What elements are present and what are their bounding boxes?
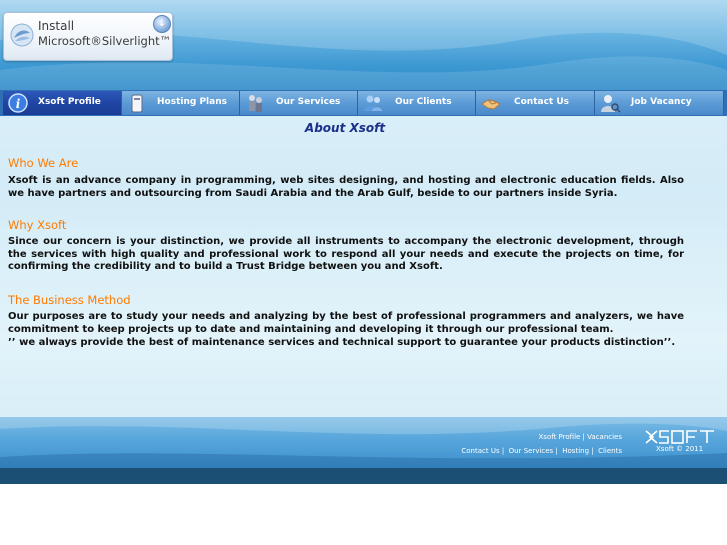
- nav-contact-us[interactable]: [476, 91, 595, 115]
- silverlight-install-label: Install: [38, 19, 75, 33]
- nav-xsoft-profile[interactable]: [3, 91, 122, 115]
- footer-link-hosting[interactable]: Hosting: [562, 447, 590, 455]
- nav-label: Hosting Plans: [157, 97, 227, 107]
- section-body-why-xsoft: [8, 236, 684, 274]
- nav-label: Our Services: [276, 97, 341, 107]
- section-heading-business-method: The Business Method: [8, 293, 131, 307]
- nav-label: Job Vacancy: [631, 97, 692, 107]
- paragraph: Xsoft is an advance company in programming, web sites designing, and hosting and electronic education fields. Also we have partners and outsourcing from Saudi Arabia and the Arab Gulf, beside to our partners inside Syria.: [8, 175, 684, 199]
- download-arrow-icon: ↓: [153, 15, 171, 33]
- team-icon: [244, 92, 266, 114]
- xsoft-logo: [645, 430, 715, 444]
- nav-label: Contact Us: [514, 97, 570, 107]
- person-search-icon: [599, 92, 621, 114]
- svg-text:i: i: [15, 97, 21, 111]
- nav-label: Our Clients: [395, 97, 452, 107]
- footer-links-row2: Contact Us | Our Services | Hosting | Clients: [461, 447, 622, 455]
- footer-links-row1: Xsoft Profile | Vacancies: [538, 433, 622, 441]
- install-silverlight-button[interactable]: [3, 12, 173, 61]
- footer-copyright: Xsoft © 2011: [656, 445, 704, 453]
- handshake-icon: [480, 92, 502, 114]
- nav-our-clients[interactable]: [358, 91, 476, 115]
- section-heading-why-xsoft: Why Xsoft: [8, 218, 67, 232]
- footer-link-clients[interactable]: Clients: [598, 447, 622, 455]
- page-title: About Xsoft: [304, 121, 386, 135]
- section-heading-who-we-are: Who We Are: [8, 156, 79, 170]
- nav-label: Xsoft Profile: [38, 97, 101, 107]
- footer-wave-graphic: [0, 417, 727, 468]
- server-icon: [126, 92, 148, 114]
- quote-paragraph: ’’ we always provide the best of maintenance services and technical support to guarantee your products distinction’’.: [8, 337, 676, 348]
- footer-bottom-bar: [0, 468, 727, 484]
- paragraph: Since our concern is your distinction, we provide all instruments to accompany the electronic development, through the services with high quality and professional work to respond all your needs and execute the projects on time, for confirming the credibility and to build a Trust Bridge between you and Xsoft.: [8, 236, 684, 272]
- silverlight-logo-icon: [10, 23, 34, 47]
- nav-our-services[interactable]: [240, 91, 358, 115]
- section-body-who-we-are: [8, 175, 684, 200]
- users-icon: [362, 92, 384, 114]
- paragraph: Our purposes are to study your needs and analyzing by the best of professional programmers and analyzers, we have commitment to keep projects up to date and maintaining and developing it through our professional team.: [8, 311, 684, 335]
- footer-link-contact-us[interactable]: Contact Us: [461, 447, 500, 455]
- silverlight-product-label: Microsoft®Silverlight™: [38, 34, 172, 48]
- info-icon: [7, 92, 29, 114]
- footer-link-vacancies[interactable]: Vacancies: [587, 433, 622, 441]
- nav-job-vacancy[interactable]: [595, 91, 724, 115]
- main-navigation: [0, 90, 727, 116]
- section-body-business-method: [8, 311, 684, 350]
- footer-link-xsoft-profile[interactable]: Xsoft Profile: [538, 433, 581, 441]
- nav-hosting-plans[interactable]: [122, 91, 240, 115]
- footer: [0, 417, 727, 468]
- footer-link-our-services[interactable]: Our Services: [508, 447, 554, 455]
